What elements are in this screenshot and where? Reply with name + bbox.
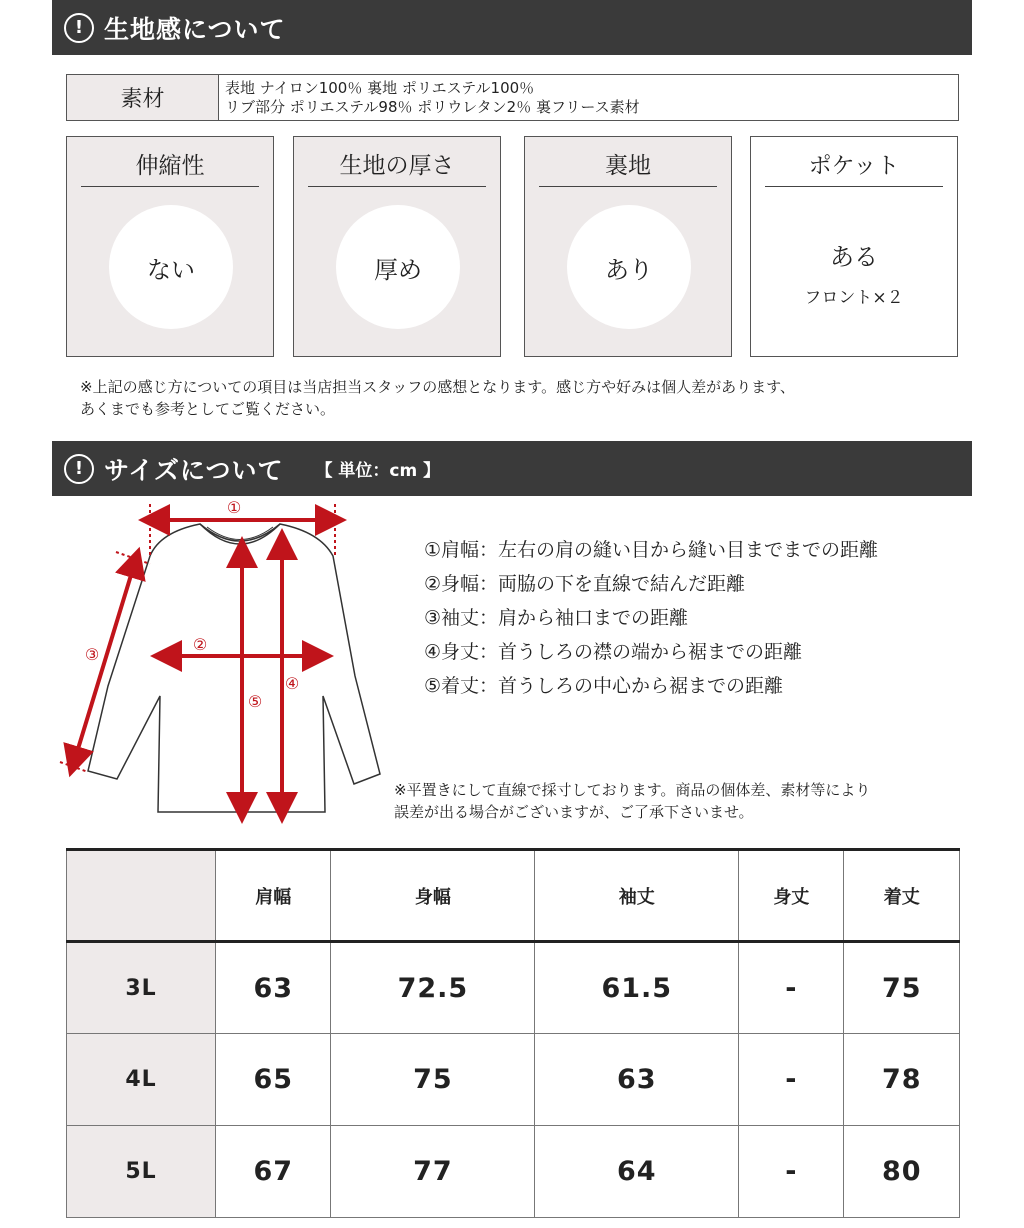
cell-body-length: -	[739, 1126, 844, 1218]
material-line-1: 表地 ナイロン100％ 裏地 ポリエステル100％	[225, 79, 535, 97]
fabric-section-title: 生地感について	[104, 14, 286, 44]
size-section-header	[52, 441, 972, 496]
cell-body-width: 77	[331, 1126, 535, 1218]
fabric-note	[80, 376, 795, 420]
legend-item-2: ②身幅：両脇の下を直線で結んだ距離	[424, 573, 746, 595]
thickness-card-value: 厚め	[336, 205, 460, 329]
info-icon: !	[64, 13, 94, 43]
garment-diagram	[50, 496, 410, 826]
cell-shoulder: 65	[216, 1034, 331, 1126]
lining-card	[524, 136, 732, 357]
size-label: 5L	[67, 1126, 216, 1218]
cell-total-length: 75	[844, 942, 960, 1034]
legend-item-3: ③袖丈：肩から袖口までの距離	[424, 607, 689, 629]
size-label: 4L	[67, 1034, 216, 1126]
fabric-section-header	[52, 0, 972, 55]
size-label: 3L	[67, 942, 216, 1034]
pocket-card-value: ある	[830, 243, 878, 271]
cell-sleeve: 64	[535, 1126, 739, 1218]
lining-card-value: あり	[567, 205, 691, 329]
stretch-card-value: ない	[109, 205, 233, 329]
measure-note-line-2: 誤差が出る場合がございますが、ご了承下さいませ。	[394, 803, 754, 821]
stretch-card-title: 伸縮性	[81, 147, 259, 187]
material-label: 素材	[67, 75, 219, 120]
cell-body-width: 72.5	[331, 942, 535, 1034]
size-section-title: サイズについて	[104, 455, 284, 485]
size-table-header-row	[67, 850, 960, 942]
header-shoulder: 肩幅	[216, 850, 331, 942]
pocket-card-title: ポケット	[765, 147, 943, 187]
legend-item-4: ④身丈：首うしろの襟の端から裾までの距離	[424, 641, 803, 663]
cell-sleeve: 61.5	[535, 942, 739, 1034]
info-icon: !	[64, 454, 94, 484]
material-box	[66, 74, 959, 121]
cell-sleeve: 63	[535, 1034, 739, 1126]
table-row	[67, 1034, 960, 1126]
marker-4: ④	[284, 674, 300, 693]
legend-item-5: ⑤着丈：首うしろの中心から裾までの距離	[424, 675, 784, 697]
cell-shoulder: 63	[216, 942, 331, 1034]
pocket-card-sub: フロント×２	[804, 288, 904, 308]
header-body-width: 身幅	[331, 850, 535, 942]
header-corner	[67, 850, 216, 942]
cell-total-length: 80	[844, 1126, 960, 1218]
header-total-length: 着丈	[844, 850, 960, 942]
material-description	[219, 75, 646, 120]
header-sleeve: 袖丈	[535, 850, 739, 942]
unit-label: 【 単位：cm 】	[315, 461, 441, 481]
stretch-card	[66, 136, 274, 357]
fabric-note-line-1: ※上記の感じ方についての項目は当店担当スタッフの感想となります。感じ方や好みは個人差があります、	[80, 378, 795, 396]
fabric-note-line-2: あくまでも参考としてご覧ください。	[80, 400, 336, 418]
size-table	[66, 848, 960, 1218]
cell-body-width: 75	[331, 1034, 535, 1126]
measure-note-line-1: ※平置きにして直線で採寸しております。商品の個体差、素材等により	[394, 781, 871, 799]
marker-2: ②	[192, 635, 208, 654]
header-body-length: 身丈	[739, 850, 844, 942]
marker-3: ③	[84, 645, 100, 664]
marker-1: ①	[226, 498, 242, 517]
cell-body-length: -	[739, 1034, 844, 1126]
thickness-card	[293, 136, 501, 357]
table-row	[67, 1126, 960, 1218]
marker-5: ⑤	[247, 692, 263, 711]
cell-total-length: 78	[844, 1034, 960, 1126]
cell-body-length: -	[739, 942, 844, 1034]
table-row	[67, 942, 960, 1034]
lining-card-title: 裏地	[539, 147, 717, 187]
measure-note	[394, 779, 870, 823]
material-line-2: リブ部分 ポリエステル98％ ポリウレタン2％ 裏フリース素材	[225, 98, 640, 116]
thickness-card-title: 生地の厚さ	[308, 147, 486, 187]
legend-item-1: ①肩幅：左右の肩の縫い目から縫い目までまでの距離	[424, 539, 879, 561]
cell-shoulder: 67	[216, 1126, 331, 1218]
pocket-card	[750, 136, 958, 357]
